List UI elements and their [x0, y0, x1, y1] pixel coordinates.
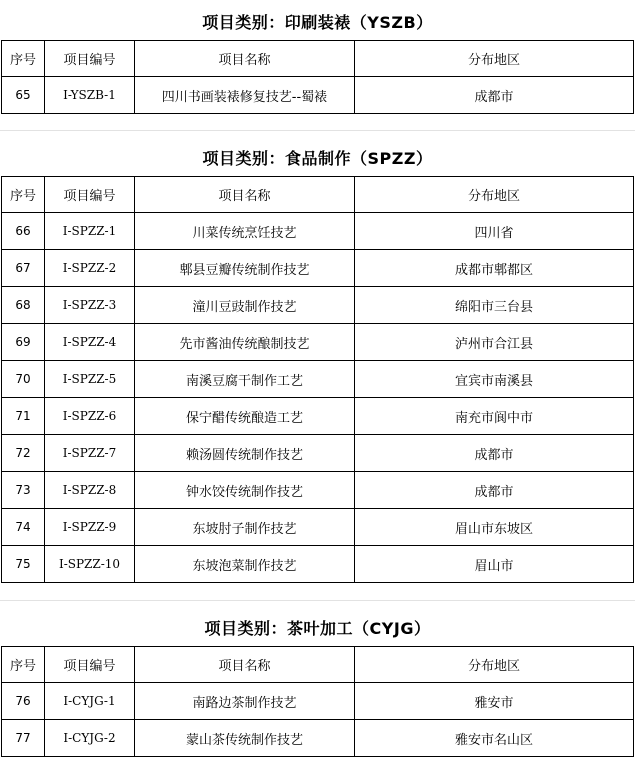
- table-header-row: [2, 647, 634, 683]
- cell-seq: 68: [2, 287, 45, 324]
- cell-code: Ⅰ-SPZZ-1: [45, 213, 135, 250]
- cell-name: 郫县豆瓣传统制作技艺: [135, 250, 355, 287]
- cell-seq: 67: [2, 250, 45, 287]
- table-row: [2, 509, 634, 546]
- cell-code: Ⅰ-SPZZ-3: [45, 287, 135, 324]
- table-row: [2, 720, 634, 757]
- table-row: [2, 683, 634, 720]
- table-row: [2, 546, 634, 583]
- cell-region: 眉山市东坡区: [355, 509, 634, 546]
- table-yszb: [1, 40, 634, 114]
- table-row: [2, 361, 634, 398]
- cell-seq: 74: [2, 509, 45, 546]
- header-name: 项目名称: [135, 177, 355, 213]
- table-row: [2, 77, 634, 114]
- gridline: [0, 600, 635, 601]
- cell-region: 南充市阆中市: [355, 398, 634, 435]
- cell-code: Ⅰ-CYJG-2: [45, 720, 135, 757]
- cell-code: Ⅰ-SPZZ-10: [45, 546, 135, 583]
- table-header-row: [2, 41, 634, 77]
- section-title-spzz: 项目类别：食品制作（SPZZ）: [202, 148, 433, 168]
- header-code: 项目编号: [45, 177, 135, 213]
- cell-name: 四川书画装裱修复技艺--蜀裱: [135, 77, 355, 114]
- table-row: [2, 213, 634, 250]
- header-seq: 序号: [2, 647, 45, 683]
- header-name: 项目名称: [135, 41, 355, 77]
- cell-name: 东坡泡菜制作技艺: [135, 546, 355, 583]
- cell-code: Ⅰ-SPZZ-7: [45, 435, 135, 472]
- cell-region: 成都市: [355, 435, 634, 472]
- cell-name: 南溪豆腐干制作工艺: [135, 361, 355, 398]
- header-seq: 序号: [2, 41, 45, 77]
- table-cyjg: [1, 646, 634, 757]
- cell-name: 东坡肘子制作技艺: [135, 509, 355, 546]
- table-row: [2, 398, 634, 435]
- cell-code: Ⅰ-SPZZ-2: [45, 250, 135, 287]
- cell-name: 先市酱油传统酿制技艺: [135, 324, 355, 361]
- header-seq: 序号: [2, 177, 45, 213]
- table-row: [2, 287, 634, 324]
- cell-name: 潼川豆豉制作技艺: [135, 287, 355, 324]
- cell-seq: 65: [2, 77, 45, 114]
- table-row: [2, 324, 634, 361]
- section-title-yszb: 项目类别：印刷装裱（YSZB）: [202, 12, 433, 32]
- cell-seq: 66: [2, 213, 45, 250]
- cell-name: 赖汤圆传统制作技艺: [135, 435, 355, 472]
- table-row: [2, 250, 634, 287]
- cell-name: 南路边茶制作技艺: [135, 683, 355, 720]
- cell-name: 钟水饺传统制作技艺: [135, 472, 355, 509]
- cell-code: Ⅰ-SPZZ-5: [45, 361, 135, 398]
- cell-seq: 72: [2, 435, 45, 472]
- cell-code: Ⅰ-CYJG-1: [45, 683, 135, 720]
- header-region: 分布地区: [355, 177, 634, 213]
- cell-code: Ⅰ-SPZZ-8: [45, 472, 135, 509]
- cell-seq: 75: [2, 546, 45, 583]
- cell-name: 保宁醋传统酿造工艺: [135, 398, 355, 435]
- cell-region: 雅安市: [355, 683, 634, 720]
- header-code: 项目编号: [45, 647, 135, 683]
- table-spzz: [1, 176, 634, 583]
- header-code: 项目编号: [45, 41, 135, 77]
- cell-region: 宜宾市南溪县: [355, 361, 634, 398]
- cell-region: 眉山市: [355, 546, 634, 583]
- cell-seq: 69: [2, 324, 45, 361]
- table-header-row: [2, 177, 634, 213]
- cell-seq: 70: [2, 361, 45, 398]
- cell-region: 四川省: [355, 213, 634, 250]
- cell-code: Ⅰ-SPZZ-6: [45, 398, 135, 435]
- cell-region: 成都市: [355, 77, 634, 114]
- cell-name: 川菜传统烹饪技艺: [135, 213, 355, 250]
- cell-region: 绵阳市三台县: [355, 287, 634, 324]
- header-region: 分布地区: [355, 647, 634, 683]
- cell-name: 蒙山茶传统制作技艺: [135, 720, 355, 757]
- header-name: 项目名称: [135, 647, 355, 683]
- cell-code: Ⅰ-SPZZ-9: [45, 509, 135, 546]
- table-row: [2, 435, 634, 472]
- table-row: [2, 472, 634, 509]
- cell-code: Ⅰ-YSZB-1: [45, 77, 135, 114]
- cell-region: 雅安市名山区: [355, 720, 634, 757]
- cell-seq: 77: [2, 720, 45, 757]
- cell-region: 泸州市合江县: [355, 324, 634, 361]
- cell-region: 成都市: [355, 472, 634, 509]
- cell-seq: 73: [2, 472, 45, 509]
- cell-seq: 71: [2, 398, 45, 435]
- cell-code: Ⅰ-SPZZ-4: [45, 324, 135, 361]
- cell-seq: 76: [2, 683, 45, 720]
- gridline: [0, 130, 635, 131]
- cell-region: 成都市郫都区: [355, 250, 634, 287]
- section-title-cyjg: 项目类别：茶叶加工（CYJG）: [204, 618, 431, 638]
- header-region: 分布地区: [355, 41, 634, 77]
